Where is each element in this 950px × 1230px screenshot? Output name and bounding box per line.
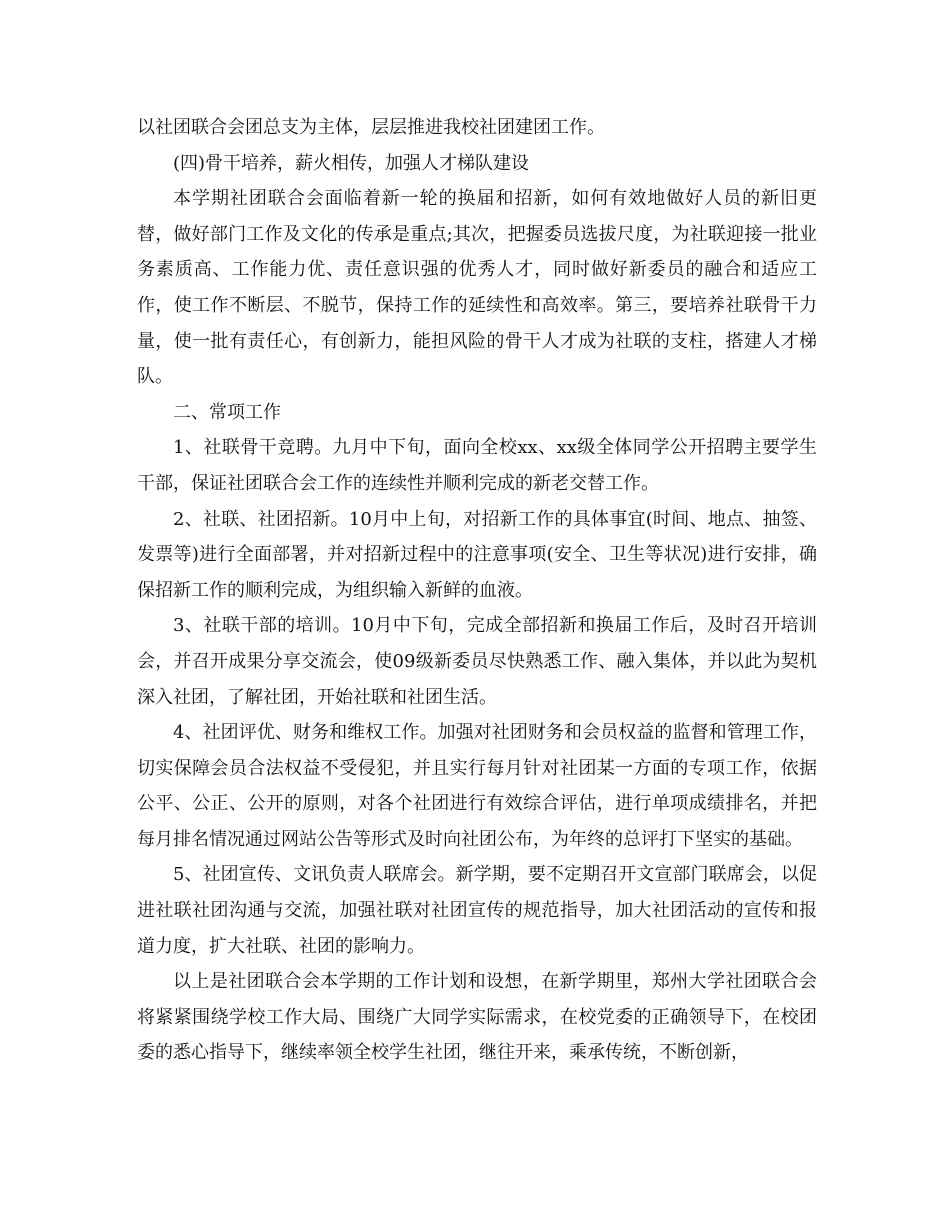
paragraph-turnover-recruitment: 本学期社团联合会面临着新一轮的换届和招新，如何有效地做好人员的新旧更替，做好部门工作及文化的传承是重点;其次，把握委员选拔尺度，为社联迎接一批业务素质高、工作能力优、责任意识强的优秀人才，同时做好新委员的融合和适应工作，使工作不断层、不脱节，保持工作的延续性和高效率。第三，要培养社联骨干力量，使一批有责任心，有创新力，能担风险的骨干人才成为社联的支柱，搭建人才梯队。 [137,188,817,388]
paragraph-item-1: 1、社联骨干竞聘。九月中下旬，面向全校xx、xx级全体同学公开招聘主要学生干部，保证社团联合会工作的连续性并顺利完成的新老交替工作。 [137,437,817,494]
paragraph-continuation: 以社团联合会团总支为主体，层层推进我校社团建团工作。 [137,117,605,138]
paragraph-item-3: 3、社联干部的培训。10月中下旬，完成全部招新和换届工作后，及时召开培训会，并召开成果分享交流会，使09级新委员尽快熟悉工作、融入集体，并以此为契机深入社团，了解社团，开始社联和社团生活。 [137,615,817,708]
section-heading-regular-work: 二、常项工作 [173,401,281,423]
paragraph-item-2: 2、社联、社团招新。10月中上旬，对招新工作的具体事宜(时间、地点、抽签、发票等)进行全面部署，并对招新过程中的注意事项(安全、卫生等状况)进行安排，确保招新工作的顺利完成，为组织输入新鲜的血液。 [137,508,817,601]
paragraph-item-5: 5、社团宣传、文讯负责人联席会。新学期，要不定期召开文宣部门联席会，以促进社联社团沟通与交流，加强社联对社团宣传的规范指导，加大社团活动的宣传和报道力度，扩大社联、社团的影响力。 [137,864,817,957]
document-body [137,110,817,1071]
paragraph-item-4: 4、社团评优、财务和维权工作。加强对社团财务和会员权益的监督和管理工作，切实保障会员合法权益不受侵犯，并且实行每月针对社团某一方面的专项工作，依据公平、公正、公开的原则，对各个社团进行有效综合评估，进行单项成绩排名，并把每月排名情况通过网站公告等形式及时向社团公布，为年终的总评打下坚实的基础。 [137,722,817,850]
section-heading-backbone-training: (四)骨干培养，薪火相传，加强人才梯队建设 [173,152,530,174]
paragraph-conclusion: 以上是社团联合会本学期的工作计划和设想，在新学期里，郑州大学社团联合会将紧紧围绕学校工作大局、围绕广大同学实际需求，在校党委的正确领导下，在校团委的悉心指导下，继续率领全校学生社团，继往开来，乘承传统，不断创新， [137,971,817,1064]
